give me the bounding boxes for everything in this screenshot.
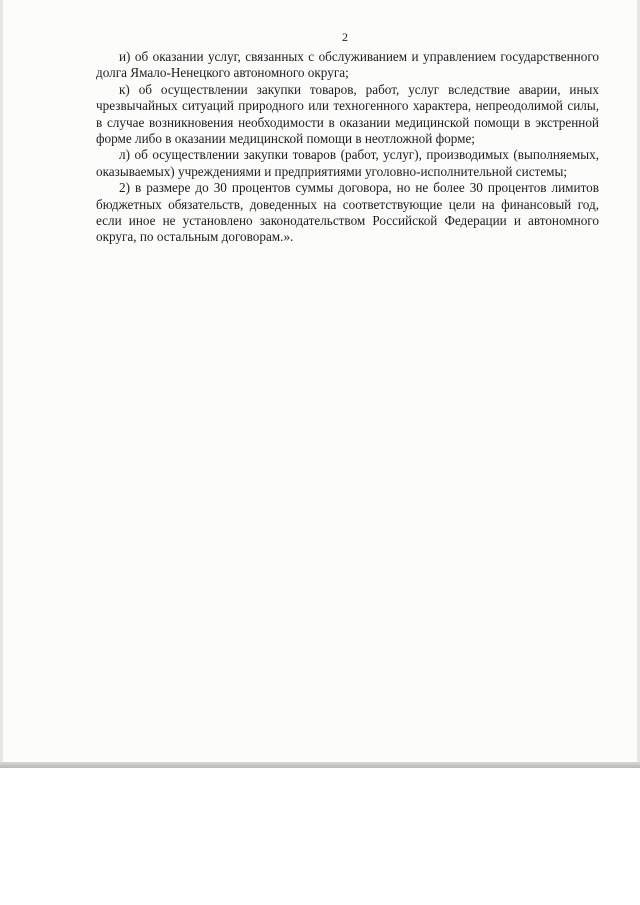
scan-edge-left (0, 0, 3, 768)
paragraph-2: 2) в размере до 30 процентов суммы договора, но не более 30 процентов лимитов бюджетных обязательств, доведенных на соответствующие цели на финансовый год, если иное не установлено законодательством Российской Федерации и автономного округа, по остальным договорам.». (96, 180, 599, 245)
document-body (96, 49, 599, 246)
blank-margin (0, 768, 640, 905)
paragraph-l: л) об осуществлении закупки товаров (работ, услуг), производимых (выполняемых, оказываемых) учреждениями и предприятиями уголовно-исполнительной системы; (96, 147, 599, 179)
paragraph-i: и) об оказании услуг, связанных с обслуживанием и управлением государственного долга Ямало-Ненецкого автономного округа; (96, 49, 599, 81)
paragraph-k: к) об осуществлении закупки товаров, работ, услуг вследствие аварии, иных чрезвычайных ситуаций природного или техногенного характера, непреодолимой силы, в случае возникновения необходимости в оказании медицинской помощи в экстренной форме либо в оказании медицинской помощи в неотложной форме; (96, 81, 599, 147)
page-number: 2 (342, 30, 348, 44)
